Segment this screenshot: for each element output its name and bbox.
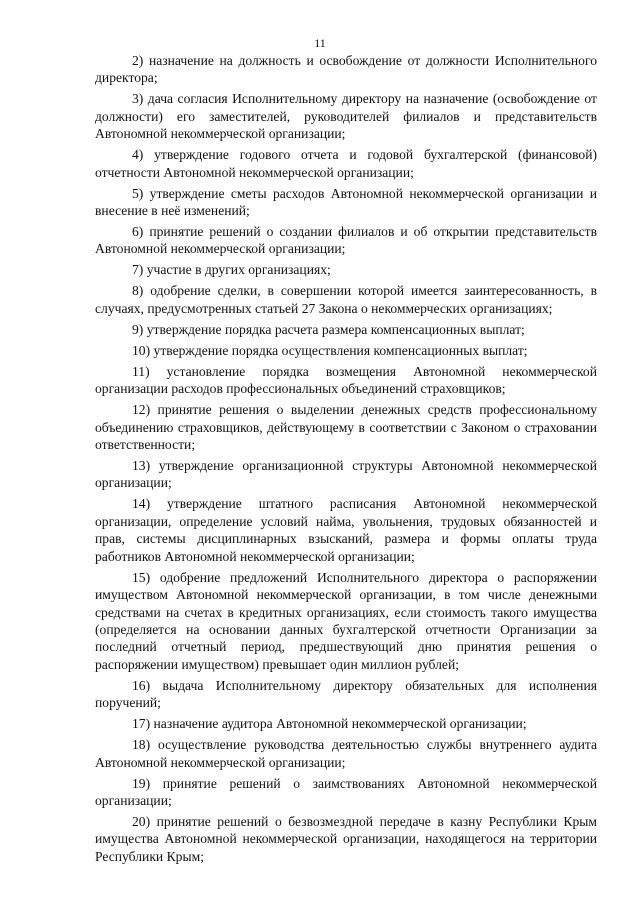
list-item: 16) выдача Исполнительному директору обязательных для исполнения поручений; [95, 677, 597, 711]
list-item: 5) утверждение сметы расходов Автономной некоммерческой организации и внесение в неё изменений; [95, 185, 597, 219]
list-item: 2) назначение на должность и освобождение от должности Исполнительного директора; [95, 53, 597, 86]
list-item: 13) утверждение организационной структуры Автономной некоммерческой организации; [95, 458, 597, 491]
powers-list [95, 52, 597, 869]
list-item: 6) принятие решений о создании филиалов и об открытии представительств Автономной некоммерческой организации; [95, 224, 597, 257]
list-item: 4) утверждение годового отчета и годовой бухгалтерской (финансовой) отчетности Автономной некоммерческой организации; [95, 147, 597, 180]
page-number: 11 [314, 36, 326, 50]
list-item: 8) одобрение сделки, в совершении которой имеется заинтересованность, в случаях, предусмотренных статьей 27 Закона о некоммерческих организациях; [95, 283, 597, 316]
list-item: 12) принятие решения о выделении денежных средств профессиональному объединению страховщиков, действующему в соответствии с Законом о страховании ответственности; [95, 402, 597, 453]
list-item: 7) участие в других организациях; [132, 262, 331, 278]
list-item: 9) утверждение порядка расчета размера компенсационных выплат; [132, 321, 525, 337]
list-item: 19) принятие решений о заимствованиях Автономной некоммерческой организации; [95, 775, 597, 808]
list-item: 15) одобрение предложений Исполнительного директора о распоряжении имуществом Автономной некоммерческой организации, в том числе денежными средствами на счетах в кредитных организациях, если стоимость такого имущества (определяется на основании данных бухгалтерской отчетности Организации за последний отчетный период, предшествующий дню принятия решения о распоряжении имуществом) превышает один миллион рублей; [95, 569, 597, 672]
list-item: 18) осуществление руководства деятельностью службы внутреннего аудита Автономной некоммерческой организации; [95, 737, 597, 770]
list-item: 11) установление порядка возмещения Автономной некоммерческой организации расходов профессиональных объединений страховщиков; [95, 363, 597, 397]
list-item: 20) принятие решений о безвозмездной передаче в казну Республики Крым имущества Автономной некоммерческой организации, находящегося на территории Республики Крым; [95, 813, 597, 864]
list-item: 14) утверждение штатного расписания Автономной некоммерческой организации, определение условий найма, увольнения, трудовых обязанностей и прав, системы дисциплинарных взысканий, размера и формы оплаты труда работников Автономной некоммерческой организации; [95, 496, 597, 564]
list-item: 10) утверждение порядка осуществления компенсационных выплат; [132, 342, 528, 358]
list-item: 17) назначение аудитора Автономной некоммерческой организации; [132, 716, 527, 732]
list-item: 3) дача согласия Исполнительному директору на назначение (освобождение от должности) его заместителей, руководителей филиалов и представительств Автономной некоммерческой организации; [95, 91, 597, 142]
